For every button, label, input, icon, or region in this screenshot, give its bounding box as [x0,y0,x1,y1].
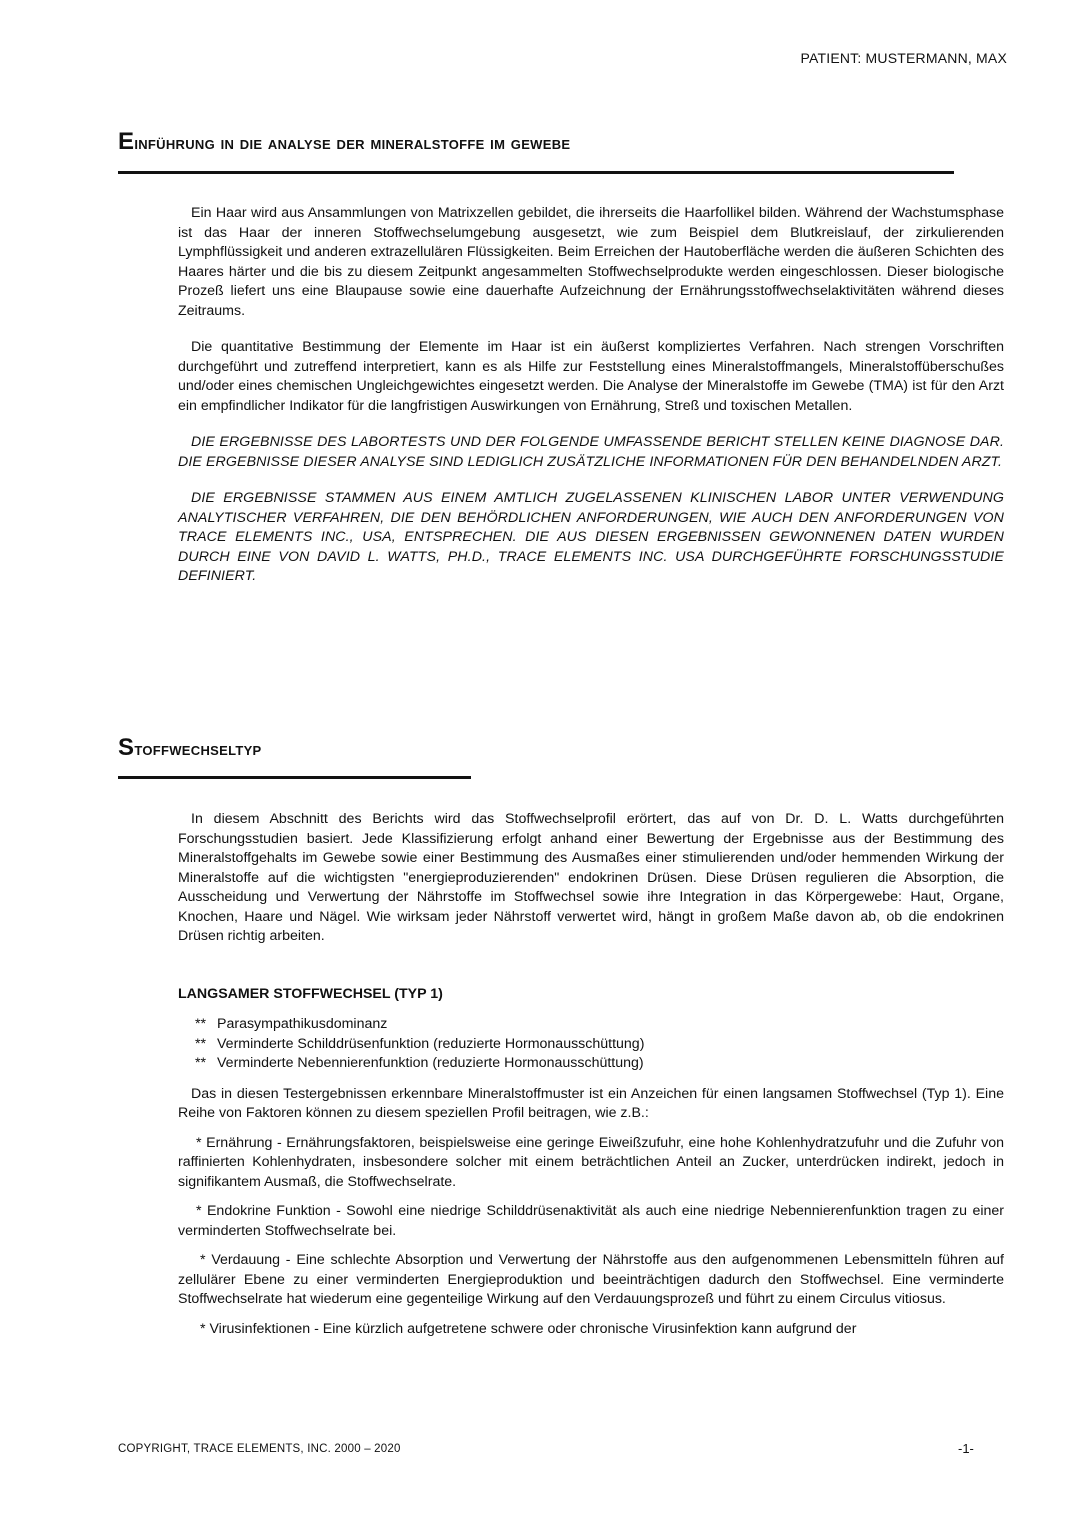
heading-underline [118,171,954,174]
bullet-marker: ** [195,1055,207,1071]
factor-paragraph: * Endokrine Funktion - Sowohl eine niedrige Schilddrüsenaktivität als auch eine niedrige Nebennierenfunktion tragen zu einer verminderten Stoffwechselrate bei. [178,1203,1004,1239]
list-item: ** Verminderte Nebennierenfunktion (reduzierte Hormonausschüttung) [195,1054,1004,1074]
heading-initial: S [118,734,135,761]
bullet-marker: ** [195,1035,207,1052]
factor-paragraph: * Ernährung - Ernährungsfaktoren, beispielsweise eine geringe Eiweißzufuhr, eine hohe Kohlenhydratzufuhr und die Zufuhr von raffinierten Kohlenhydraten, insbesondere solcher mit einem beträchtlichen Anteil an Zucker, unterdrücken indirekt, jedoch in signifikantem Ausmaß, die Stoffwechselrate. [178,1134,1004,1190]
introduction-text [178,204,1004,604]
section-heading-introduction [118,128,570,156]
page-number: -1- [958,1441,974,1456]
heading-rest: toffwechseltyp [134,739,262,760]
subheading-slow-metabolism: LANGSAMER STOFFWECHSEL (TYP 1) [178,985,443,1002]
paragraph: Das in diesen Testergebnissen erkennbare Mineralstoffmuster ist ein Anzeichen für einen langsamen Stoffwechsel (Typ 1). Eine Reihe von Faktoren können zu diesem speziellen Profil beitragen, wie z.B.: [178,1085,1004,1121]
characteristics-list [195,1015,1004,1074]
patient-name-header: PATIENT: MUSTERMANN, MAX [800,50,1007,66]
paragraph: In diesem Abschnitt des Berichts wird das Stoffwechselprofil erörtert, das auf von Dr. D. L. Watts durchgeführten Forschungsstudien basiert. Jede Klassifizierung erfolgt anhand einer Bewertung der Ergebnisse aus der Bestimmung des Mineralstoffgehalts im Gewebe sowie einer Bestimmung des Ausmaßes einer stimulierenden und/oder hemmenden Wirkung der Mineralstoffe auf die wichtigsten "energieproduzierenden" endokrinen Drüsen. Diese Drüsen regulieren die Absorption, die Ausscheidung und Verwertung der Nährstoffe im Stoffwechsel sowie ihre Integration in das Körpergewebe: Haut, Organe, Knochen, Haare und Nägel. Wie wirksam jeder Nährstoff verwertet wird, hängt in großem Maße davon ab, ob die endokrinen Drüsen richtig arbeiten. [178,811,1004,944]
section-heading-metabolic-type [118,734,262,762]
list-item: ** Parasympathikusdominanz [195,1015,1004,1035]
heading-rest: inführung in die analyse der mineralstoffe im gewebe [134,133,571,154]
list-item: ** Verminderte Schilddrüsenfunktion (reduzierte Hormonausschüttung) [195,1035,1004,1055]
factor-paragraph: * Virusinfektionen - Eine kürzlich aufgetretene schwere oder chronische Virusinfektion kann aufgrund der [200,1320,857,1337]
paragraph: Ein Haar wird aus Ansammlungen von Matrixzellen gebildet, die ihrerseits die Haarfollikel bilden. Während der Wachstumsphase ist das Haar der inneren Stoffwechselumgebung ausgesetzt, wie zum Beispiel dem Blutkreislauf, der zirkulierenden Lymphflüssigkeit und anderen extrazellulären Flüssigkeiten. Beim Erreichen der Hautoberfläche werden die äußeren Schichten des Haares härter und die bis zu diesem Zeitpunkt angesammelten Stoffwechselprodukte werden eingeschlossen. Dieser biologische Prozeß liefert uns eine Blaupause sowie eine dauerhafte Aufzeichnung der Ernährungsstoffwechselaktivitäten während dieses Zeitraums. [178,205,1004,319]
bullet-marker: ** [195,1016,207,1032]
heading-underline [118,776,471,779]
disclaimer-paragraph: DIE ERGEBNISSE DES LABORTESTS UND DER FOLGENDE UMFASSENDE BERICHT STELLEN KEINE DIAGNOSE DAR. DIE ERGEBNISSE DIESER ANALYSE SIND LEDIGLICH ZUSÄTZLICHE INFORMATIONEN FÜR DEN BEHANDELNDEN ARZT. [178,434,1004,470]
paragraph: Die quantitative Bestimmung der Elemente im Haar ist ein äußerst kompliziertes Verfahren. Nach strengen Vorschriften durchgeführt und zutreffend interpretiert, kann es als Hilfe zur Feststellung eines Mineralstoffmangels, Mineralstoffüberschußes und/oder eines chemischen Ungleichgewichtes eingesetzt werden. Die Analyse der Mineralstoffe im Gewebe (TMA) ist für den Arzt ein empfindlicher Indikator für die langfristigen Auswirkungen von Ernährung, Streß und toxischen Metallen. [178,339,1004,414]
copyright-footer: COPYRIGHT, TRACE ELEMENTS, INC. 2000 – 2020 [118,1443,401,1455]
factor-paragraph: * Verdauung - Eine schlechte Absorption und Verwertung der Nährstoffe aus den aufgenommenen Lebensmitteln führen auf zellulärer Ebene zu einer verminderten Energieproduktion und beeinträchtigen dadurch den Stoffwechsel. Eine verminderte Stoffwechselrate hat wiederum eine gegenteilige Wirkung auf den Verdauungsprozeß und führt zu einem Circulus vitiosus. [178,1252,1004,1307]
heading-initial: E [118,128,135,155]
disclaimer-paragraph: DIE ERGEBNISSE STAMMEN AUS EINEM AMTLICH ZUGELASSENEN KLINISCHEN LABOR UNTER VERWENDUNG ANALYTISCHER VERFAHREN, DIE DEN BEHÖRDLICHEN ANFORDERUNGEN, WIE AUCH DEN ANFORDERUNGEN VON TRACE ELEMENTS INC., USA, ENTSPRECHEN. DIE AUS DIESEN ERGEBNISSEN GEWONNENEN DATEN WURDEN DURCH EINE VON DAVID L. WATTS, PH.D., TRACE ELEMENTS INC. USA DURCHGEFÜHRTE FORSCHUNGSSTUDIE DEFINIERT. [178,490,1004,584]
metabolic-type-text [178,810,1004,1349]
